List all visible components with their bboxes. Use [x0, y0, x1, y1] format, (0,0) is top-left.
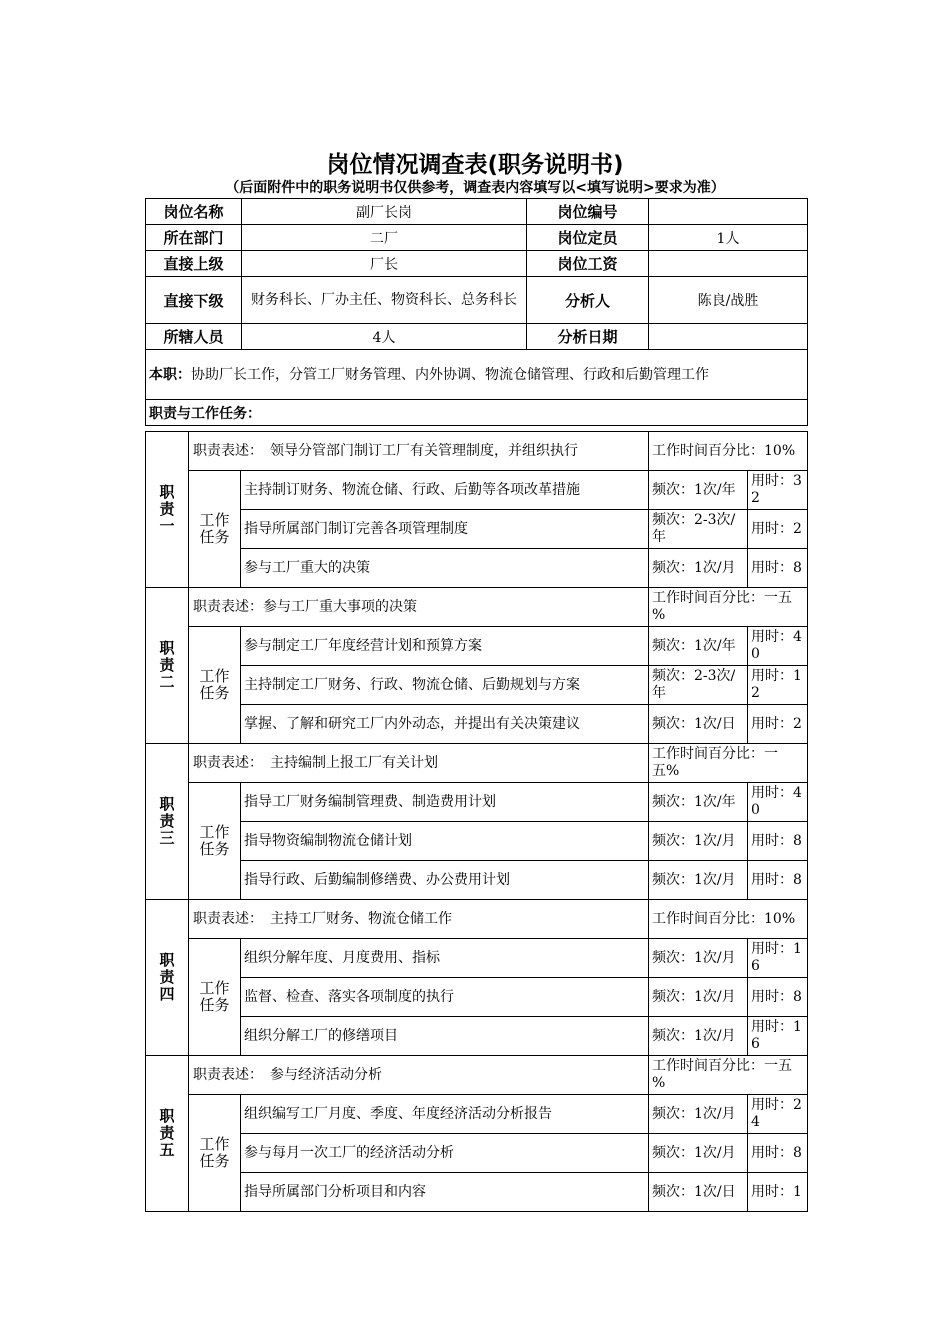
task-frequency: 频次：1次/月	[649, 1017, 748, 1056]
task-text: 主持制定工厂财务、行政、物流仓储、后勤规划与方案	[241, 666, 649, 705]
duty-name	[146, 900, 189, 1056]
task-row	[146, 627, 808, 666]
duty-name-char: 责	[159, 656, 175, 674]
info-row	[146, 199, 808, 225]
duty-name	[146, 432, 189, 588]
task-text: 组织分解年度、月度费用、指标	[241, 939, 649, 978]
duty-desc: 职责表述： 主持编制上报工厂有关计划	[189, 744, 649, 783]
task-text: 指导行政、后勤编制修缮费、办公费用计划	[241, 861, 649, 900]
task-hours: 用时：8	[748, 822, 808, 861]
document-title: 岗位情况调查表(职务说明书)	[326, 152, 624, 178]
task-frequency: 频次：1次/月	[649, 1095, 748, 1134]
task-label	[189, 471, 241, 588]
duty-name-char: 三	[159, 829, 175, 847]
duty-time-percent: 工作时间百分比：一五 %	[649, 588, 808, 627]
task-hours: 用时：16	[748, 939, 808, 978]
duty-name-char: 责	[159, 1124, 175, 1142]
task-frequency: 频次：1次/月	[649, 978, 748, 1017]
task-text: 参与工厂重大的决策	[241, 549, 649, 588]
task-text: 掌握、了解和研究工厂内外动态，并提出有关决策建议	[241, 705, 649, 744]
duty-desc-row	[146, 1056, 808, 1095]
task-hours: 用时：16	[748, 1017, 808, 1056]
duty-name	[146, 588, 189, 744]
task-label	[189, 627, 241, 744]
task-hours: 用时：2	[748, 705, 808, 744]
quota-value: 1人	[649, 225, 808, 251]
task-label-text: 工作任务	[199, 511, 230, 546]
duty-name-char: 二	[159, 673, 175, 691]
task-label	[189, 1095, 241, 1212]
task-text: 参与制定工厂年度经营计划和预算方案	[241, 627, 649, 666]
duty-desc: 职责表述： 领导分管部门制订工厂有关管理制度，并组织执行	[189, 432, 649, 471]
info-row	[146, 324, 808, 350]
task-text: 指导所属部门分析项目和内容	[241, 1173, 649, 1212]
superior-label: 直接上级	[146, 251, 242, 277]
task-text: 组织分解工厂的修缮项目	[241, 1017, 649, 1056]
duty-name	[146, 1056, 189, 1212]
duty-name-char: 责	[159, 500, 175, 518]
main-duty-label: 本职：	[149, 366, 191, 383]
date-value	[649, 324, 808, 350]
task-row	[146, 861, 808, 900]
duty-name	[146, 744, 189, 900]
task-frequency: 频次：1次/年	[649, 627, 748, 666]
info-row	[146, 225, 808, 251]
task-frequency: 频次：1次/月	[649, 822, 748, 861]
task-hours: 用时：8	[748, 1134, 808, 1173]
duty-time-percent: 工作时间百分比：一五 %	[649, 1056, 808, 1095]
staff-label: 所辖人员	[146, 324, 242, 350]
task-hours: 用时：40	[748, 783, 808, 822]
task-hours: 用时：2	[748, 510, 808, 549]
main-duty	[146, 350, 808, 400]
duty-desc-row	[146, 432, 808, 471]
task-frequency: 频次：1次/月	[649, 1134, 748, 1173]
duties-header-row	[146, 400, 808, 426]
task-row	[146, 822, 808, 861]
dept-label: 所在部门	[146, 225, 242, 251]
task-label	[189, 939, 241, 1056]
analyst-label: 分析人	[527, 277, 649, 324]
task-label-text: 工作任务	[199, 979, 230, 1014]
dept-value: 二厂	[242, 225, 527, 251]
duty-name-char: 一	[159, 517, 175, 535]
date-label: 分析日期	[527, 324, 649, 350]
duty-name-char: 职	[159, 483, 175, 501]
info-row	[146, 251, 808, 277]
task-hours: 用时：32	[748, 471, 808, 510]
duties-table	[145, 431, 808, 1212]
post-no-label: 岗位编号	[527, 199, 649, 225]
duty-name-char: 责	[159, 968, 175, 986]
task-row	[146, 471, 808, 510]
task-row	[146, 939, 808, 978]
duty-time-percent: 工作时间百分比：10%	[649, 432, 808, 471]
post-name-value: 副厂长岗	[242, 199, 527, 225]
duty-time-percent: 工作时间百分比：10%	[649, 900, 808, 939]
task-frequency: 频次：1次/月	[649, 861, 748, 900]
duty-desc: 职责表述：参与工厂重大事项的决策	[189, 588, 649, 627]
duty-name-char: 四	[159, 985, 175, 1003]
post-no-value	[649, 199, 808, 225]
duty-name-char: 职	[159, 795, 175, 813]
task-row	[146, 666, 808, 705]
task-row	[146, 978, 808, 1017]
task-label	[189, 783, 241, 900]
wage-label: 岗位工资	[527, 251, 649, 277]
duty-name-char: 责	[159, 812, 175, 830]
wage-value	[649, 251, 808, 277]
duty-name-char: 职	[159, 951, 175, 969]
superior-value: 厂长	[242, 251, 527, 277]
task-row	[146, 549, 808, 588]
subordinate-value: 财务科长、厂办主任、物资科长、总务科长	[242, 277, 527, 324]
task-frequency: 频次：1次/日	[649, 1173, 748, 1212]
task-row	[146, 705, 808, 744]
task-hours: 用时：24	[748, 1095, 808, 1134]
info-row	[146, 277, 808, 324]
duty-desc-row	[146, 588, 808, 627]
task-frequency: 频次：1次/月	[649, 939, 748, 978]
task-hours: 用时：40	[748, 627, 808, 666]
task-text: 参与每月一次工厂的经济活动分析	[241, 1134, 649, 1173]
duty-name-char: 职	[159, 639, 175, 657]
task-text: 监督、检查、落实各项制度的执行	[241, 978, 649, 1017]
task-frequency: 频次：2-3次/年	[649, 666, 748, 705]
task-frequency: 频次：2-3次/年	[649, 510, 748, 549]
task-hours: 用时：1	[748, 1173, 808, 1212]
task-label-text: 工作任务	[199, 667, 230, 702]
task-row	[146, 783, 808, 822]
duty-desc: 职责表述： 参与经济活动分析	[189, 1056, 649, 1095]
duty-name-char: 职	[159, 1107, 175, 1125]
task-frequency: 频次：1次/年	[649, 783, 748, 822]
task-row	[146, 510, 808, 549]
task-text: 指导所属部门制订完善各项管理制度	[241, 510, 649, 549]
duties-header: 职责与工作任务：	[146, 400, 808, 426]
task-row	[146, 1017, 808, 1056]
task-text: 指导工厂财务编制管理费、制造费用计划	[241, 783, 649, 822]
main-duty-text: 协助厂长工作，分管工厂财务管理、内外协调、物流仓储管理、行政和后勤管理工作	[191, 366, 709, 383]
document-subtitle: （后面附件中的职务说明书仅供参考，调查表内容填写以<填写说明>要求为准）	[225, 180, 725, 196]
staff-value: 4人	[242, 324, 527, 350]
task-text: 组织编写工厂月度、季度、年度经济活动分析报告	[241, 1095, 649, 1134]
main-duty-row	[146, 350, 808, 400]
task-frequency: 频次：1次/月	[649, 549, 748, 588]
task-text: 指导物资编制物流仓储计划	[241, 822, 649, 861]
task-row	[146, 1173, 808, 1212]
task-hours: 用时：12	[748, 666, 808, 705]
duty-name-char: 五	[159, 1141, 175, 1159]
duty-time-percent: 工作时间百分比：一五%	[649, 744, 808, 783]
duty-desc-row	[146, 744, 808, 783]
quota-label: 岗位定员	[527, 225, 649, 251]
duty-desc-row	[146, 900, 808, 939]
task-hours: 用时：8	[748, 549, 808, 588]
task-label-text: 工作任务	[199, 823, 230, 858]
task-frequency: 频次：1次/年	[649, 471, 748, 510]
task-row	[146, 1134, 808, 1173]
basic-info-table	[145, 198, 808, 426]
analyst-value: 陈良/战胜	[649, 277, 808, 324]
duty-desc: 职责表述： 主持工厂财务、物流仓储工作	[189, 900, 649, 939]
task-row	[146, 1095, 808, 1134]
subordinate-label: 直接下级	[146, 277, 242, 324]
post-name-label: 岗位名称	[146, 199, 242, 225]
task-hours: 用时：8	[748, 861, 808, 900]
task-label-text: 工作任务	[199, 1135, 230, 1170]
task-text: 主持制订财务、物流仓储、行政、后勤等各项改革措施	[241, 471, 649, 510]
task-hours: 用时：8	[748, 978, 808, 1017]
task-frequency: 频次：1次/日	[649, 705, 748, 744]
